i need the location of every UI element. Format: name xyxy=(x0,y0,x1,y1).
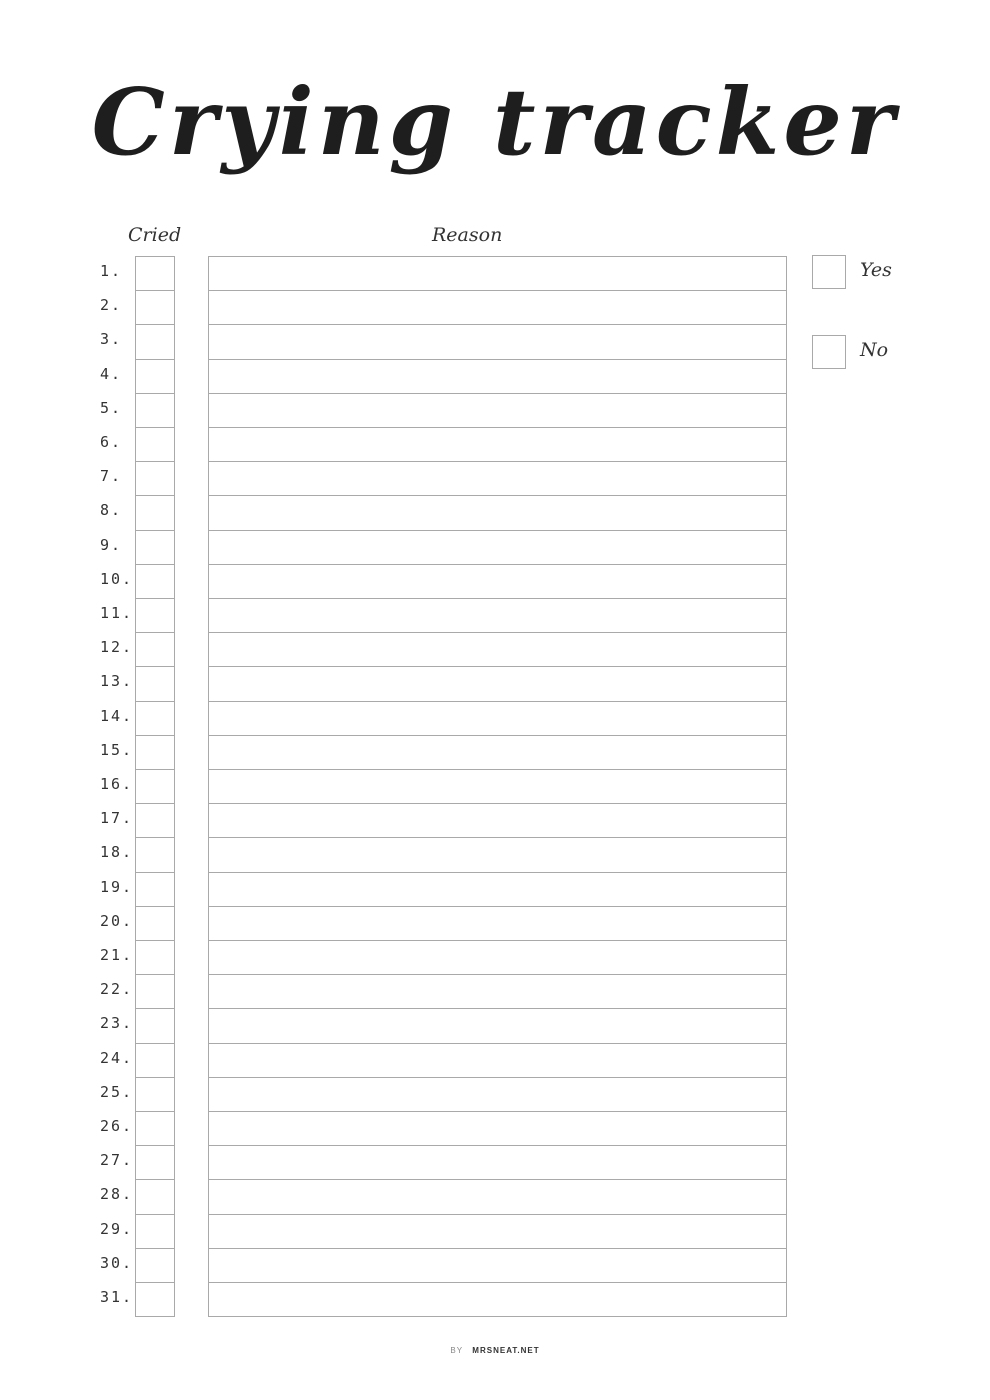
cried-checkbox[interactable] xyxy=(135,290,175,324)
table-row xyxy=(0,1043,990,1077)
reason-field[interactable] xyxy=(208,1043,787,1077)
reason-field[interactable] xyxy=(208,393,787,427)
page-title: Crying tracker xyxy=(91,68,899,176)
reason-field[interactable] xyxy=(208,461,787,495)
table-row xyxy=(0,1008,990,1042)
row-number: 5. xyxy=(100,398,123,417)
row-number: 4. xyxy=(100,364,123,383)
row-number: 27. xyxy=(100,1151,134,1170)
reason-field[interactable] xyxy=(208,1145,787,1179)
cried-column-bottom-border xyxy=(135,1316,175,1317)
reason-field[interactable] xyxy=(208,940,787,974)
table-row xyxy=(0,1214,990,1248)
row-number: 21. xyxy=(100,946,134,964)
cried-checkbox[interactable] xyxy=(135,461,175,495)
cried-checkbox[interactable] xyxy=(135,632,175,666)
table-row xyxy=(0,1077,990,1111)
table-row xyxy=(0,735,990,769)
row-number: 26. xyxy=(100,1117,134,1135)
cried-checkbox[interactable] xyxy=(135,872,175,906)
row-number: 31. xyxy=(100,1288,134,1306)
reason-field[interactable] xyxy=(208,1008,787,1042)
reason-field[interactable] xyxy=(208,530,787,564)
table-row xyxy=(0,906,990,940)
reason-field[interactable] xyxy=(208,1179,787,1213)
row-number: 3. xyxy=(100,330,123,349)
cried-column-header: Cried xyxy=(128,224,182,246)
reason-field[interactable] xyxy=(208,1214,787,1248)
row-number: 17. xyxy=(100,809,134,828)
legend-no xyxy=(812,335,932,369)
table-row xyxy=(0,290,990,324)
reason-field[interactable] xyxy=(208,1111,787,1145)
reason-field[interactable] xyxy=(208,256,787,290)
row-number: 16. xyxy=(100,775,134,793)
cried-checkbox[interactable] xyxy=(135,769,175,803)
row-number: 24. xyxy=(100,1048,134,1067)
row-number: 8. xyxy=(100,501,123,520)
table-row xyxy=(0,495,990,529)
row-number: 28. xyxy=(100,1185,134,1204)
table-row xyxy=(0,393,990,427)
cried-checkbox[interactable] xyxy=(135,1111,175,1145)
reason-field[interactable] xyxy=(208,324,787,358)
cried-checkbox[interactable] xyxy=(135,940,175,974)
cried-checkbox[interactable] xyxy=(135,803,175,837)
row-number: 30. xyxy=(100,1253,134,1272)
table-row xyxy=(0,837,990,871)
row-number: 23. xyxy=(100,1014,134,1033)
cried-checkbox[interactable] xyxy=(135,324,175,358)
cried-checkbox[interactable] xyxy=(135,495,175,529)
table-row xyxy=(0,701,990,735)
reason-field[interactable] xyxy=(208,872,787,906)
table-row xyxy=(0,872,990,906)
reason-field[interactable] xyxy=(208,666,787,700)
table-row xyxy=(0,530,990,564)
cried-checkbox[interactable] xyxy=(135,701,175,735)
cried-checkbox[interactable] xyxy=(135,906,175,940)
footer-by: BY xyxy=(450,1346,464,1355)
row-number: 11. xyxy=(100,604,134,622)
reason-field[interactable] xyxy=(208,427,787,461)
cried-checkbox[interactable] xyxy=(135,1282,175,1316)
row-number: 2. xyxy=(100,296,123,315)
reason-column-header: Reason xyxy=(432,224,503,246)
table-row xyxy=(0,632,990,666)
no-label: No xyxy=(860,339,889,361)
table-row xyxy=(0,461,990,495)
reason-field[interactable] xyxy=(208,803,787,837)
cried-checkbox[interactable] xyxy=(135,1214,175,1248)
cried-checkbox[interactable] xyxy=(135,974,175,1008)
table-row xyxy=(0,1145,990,1179)
cried-checkbox[interactable] xyxy=(135,666,175,700)
row-number: 22. xyxy=(100,980,134,999)
row-number: 18. xyxy=(100,843,134,862)
table-row xyxy=(0,1111,990,1145)
row-number: 19. xyxy=(100,877,134,896)
yes-checkbox[interactable] xyxy=(812,255,846,289)
reason-field[interactable] xyxy=(208,495,787,529)
table-row xyxy=(0,769,990,803)
reason-field[interactable] xyxy=(208,837,787,871)
table-row xyxy=(0,940,990,974)
cried-checkbox[interactable] xyxy=(135,530,175,564)
cried-checkbox[interactable] xyxy=(135,1008,175,1042)
table-row xyxy=(0,564,990,598)
row-number: 29. xyxy=(100,1219,134,1238)
cried-checkbox[interactable] xyxy=(135,393,175,427)
row-number: 14. xyxy=(100,706,134,725)
row-number: 20. xyxy=(100,911,134,930)
row-number: 12. xyxy=(100,638,134,657)
table-row xyxy=(0,974,990,1008)
footer-site: MRSNEAT.NET xyxy=(472,1346,540,1355)
no-checkbox[interactable] xyxy=(812,335,846,369)
reason-field[interactable] xyxy=(208,735,787,769)
reason-field[interactable] xyxy=(208,906,787,940)
reason-field[interactable] xyxy=(208,974,787,1008)
row-number: 15. xyxy=(100,740,134,759)
cried-checkbox[interactable] xyxy=(135,1248,175,1282)
table-row xyxy=(0,666,990,700)
cried-checkbox[interactable] xyxy=(135,837,175,871)
cried-checkbox[interactable] xyxy=(135,359,175,393)
yes-label: Yes xyxy=(860,259,892,281)
row-number: 9. xyxy=(100,535,123,554)
cried-checkbox[interactable] xyxy=(135,564,175,598)
reason-field[interactable] xyxy=(208,1248,787,1282)
reason-field[interactable] xyxy=(208,701,787,735)
row-number: 25. xyxy=(100,1082,134,1101)
cried-checkbox[interactable] xyxy=(135,427,175,461)
reason-field[interactable] xyxy=(208,769,787,803)
table-row xyxy=(0,1282,990,1316)
cried-checkbox[interactable] xyxy=(135,1145,175,1179)
reason-field[interactable] xyxy=(208,1282,787,1316)
table-row xyxy=(0,1179,990,1213)
row-number: 7. xyxy=(100,467,123,486)
reason-field[interactable] xyxy=(208,598,787,632)
table-row xyxy=(0,1248,990,1282)
cried-checkbox[interactable] xyxy=(135,256,175,290)
table-row xyxy=(0,803,990,837)
reason-field[interactable] xyxy=(208,564,787,598)
row-number: 6. xyxy=(100,433,123,451)
row-number: 13. xyxy=(100,672,134,691)
reason-field[interactable] xyxy=(208,632,787,666)
reason-field[interactable] xyxy=(208,359,787,393)
footer xyxy=(0,1346,990,1355)
table-row xyxy=(0,427,990,461)
cried-checkbox[interactable] xyxy=(135,1077,175,1111)
cried-checkbox[interactable] xyxy=(135,598,175,632)
cried-checkbox[interactable] xyxy=(135,1179,175,1213)
row-number: 10. xyxy=(100,569,134,588)
table-row xyxy=(0,598,990,632)
reason-field[interactable] xyxy=(208,290,787,324)
reason-field[interactable] xyxy=(208,1077,787,1111)
cried-checkbox[interactable] xyxy=(135,735,175,769)
legend-yes xyxy=(812,255,932,289)
row-number: 1. xyxy=(100,262,123,280)
reason-column-bottom-border xyxy=(208,1316,787,1317)
cried-checkbox[interactable] xyxy=(135,1043,175,1077)
